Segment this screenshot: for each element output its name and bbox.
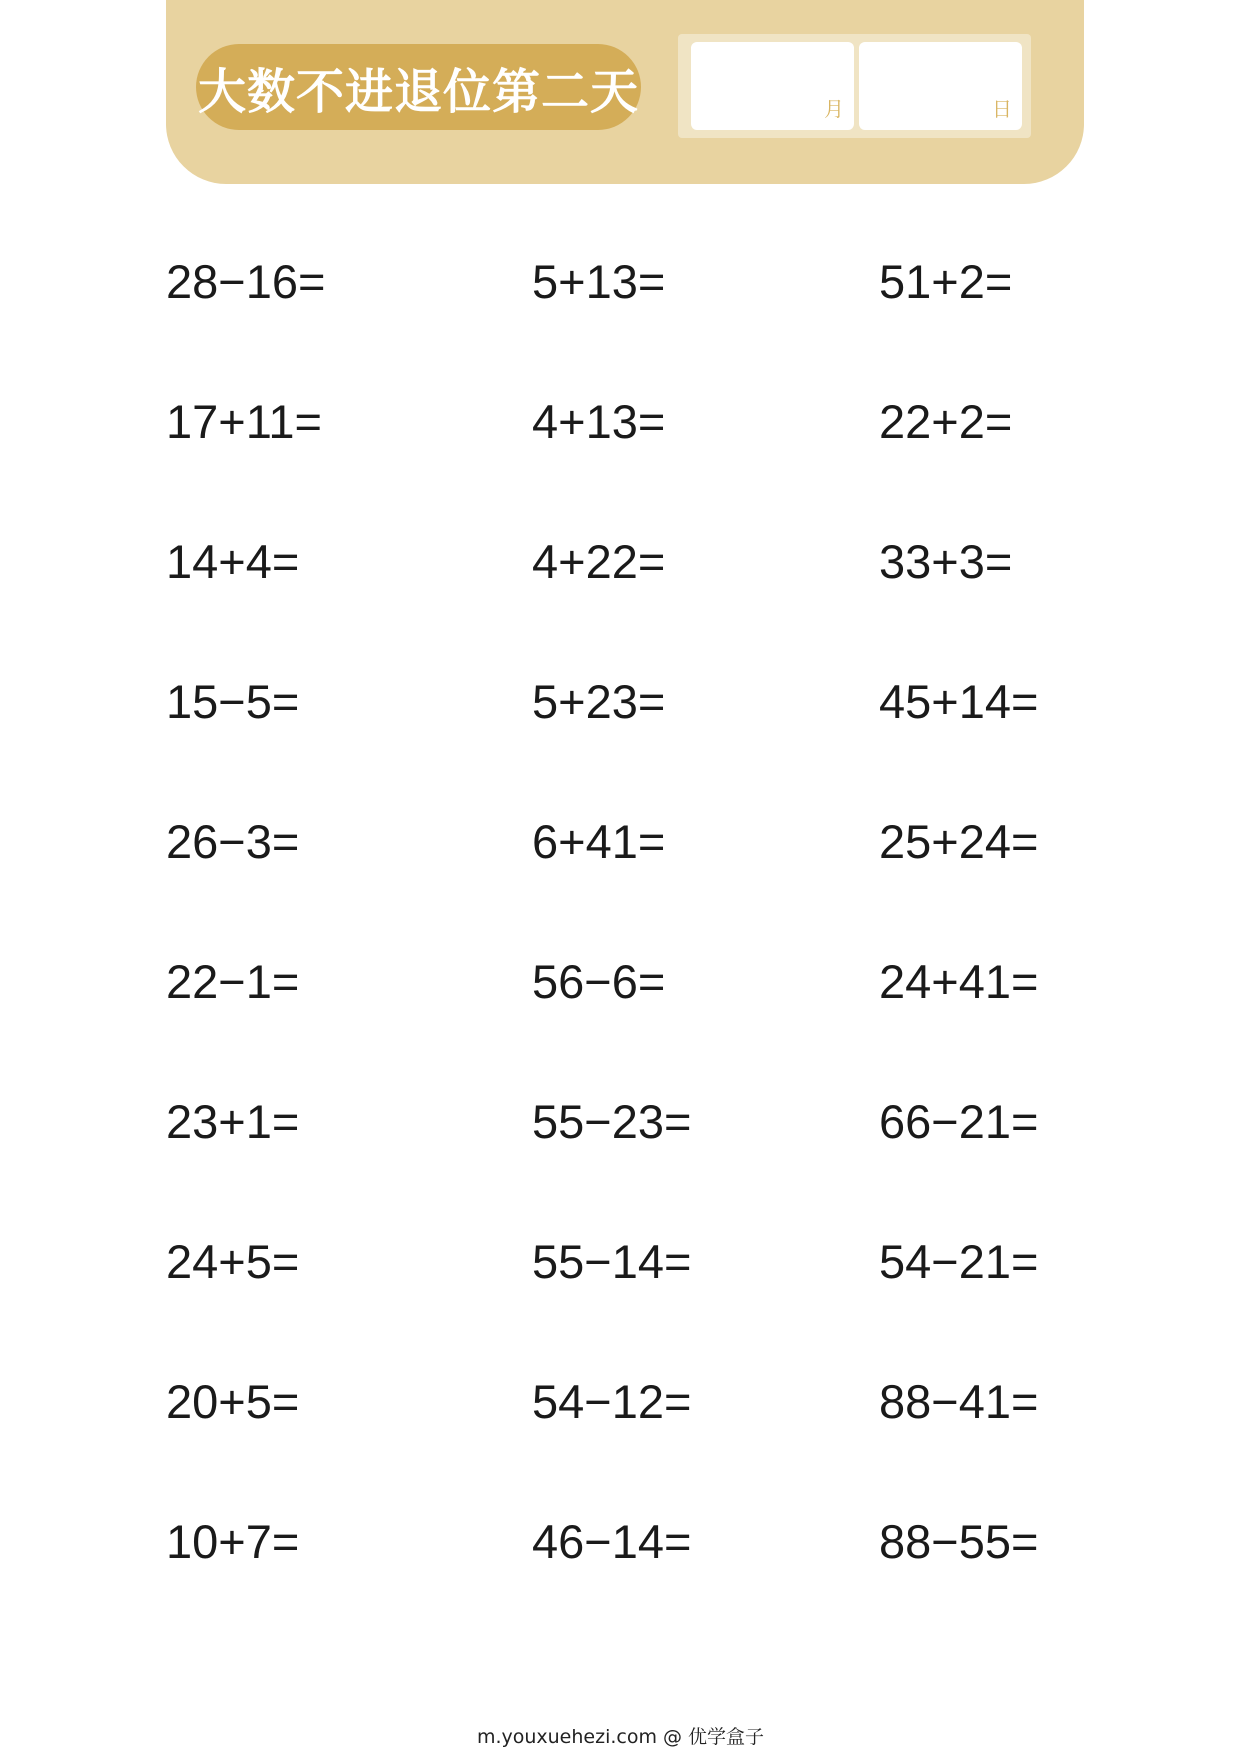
problem-item: 5+13= [532, 255, 666, 308]
problem-item: 54−21= [879, 1235, 1039, 1288]
problem-item: 45+14= [879, 675, 1039, 728]
problem-item: 55−14= [532, 1235, 692, 1288]
problem-item: 10+7= [166, 1515, 300, 1568]
problem-item: 33+3= [879, 535, 1013, 588]
problem-item: 28−16= [166, 255, 326, 308]
problem-item: 20+5= [166, 1375, 300, 1428]
problem-item: 88−41= [879, 1375, 1039, 1428]
problem-item: 56−6= [532, 955, 666, 1008]
footer-watermark: m.youxuehezi.com @ 优学盒子 [476, 1726, 765, 1748]
problem-item: 26−3= [166, 815, 300, 868]
problem-item: 51+2= [879, 255, 1013, 308]
problem-item: 24+41= [879, 955, 1039, 1008]
problem-item: 15−5= [166, 675, 300, 728]
month-label: 月 [824, 97, 844, 121]
problem-item: 66−21= [879, 1095, 1039, 1148]
problem-item: 4+13= [532, 395, 666, 448]
problem-item: 4+22= [532, 535, 666, 588]
problem-item: 54−12= [532, 1375, 692, 1428]
problem-item: 55−23= [532, 1095, 692, 1148]
problem-item: 24+5= [166, 1235, 300, 1288]
problem-item: 5+23= [532, 675, 666, 728]
problem-item: 23+1= [166, 1095, 300, 1148]
problem-item: 88−55= [879, 1515, 1039, 1568]
problem-item: 6+41= [532, 815, 666, 868]
problem-item: 25+24= [879, 815, 1039, 868]
problem-item: 22+2= [879, 395, 1013, 448]
problem-item: 17+11= [166, 395, 322, 448]
problem-item: 46−14= [532, 1515, 692, 1568]
day-label: 日 [992, 97, 1012, 121]
problem-item: 22−1= [166, 955, 300, 1008]
problem-item: 14+4= [166, 535, 300, 588]
worksheet-title: 大数不进退位第二天 [196, 44, 641, 130]
